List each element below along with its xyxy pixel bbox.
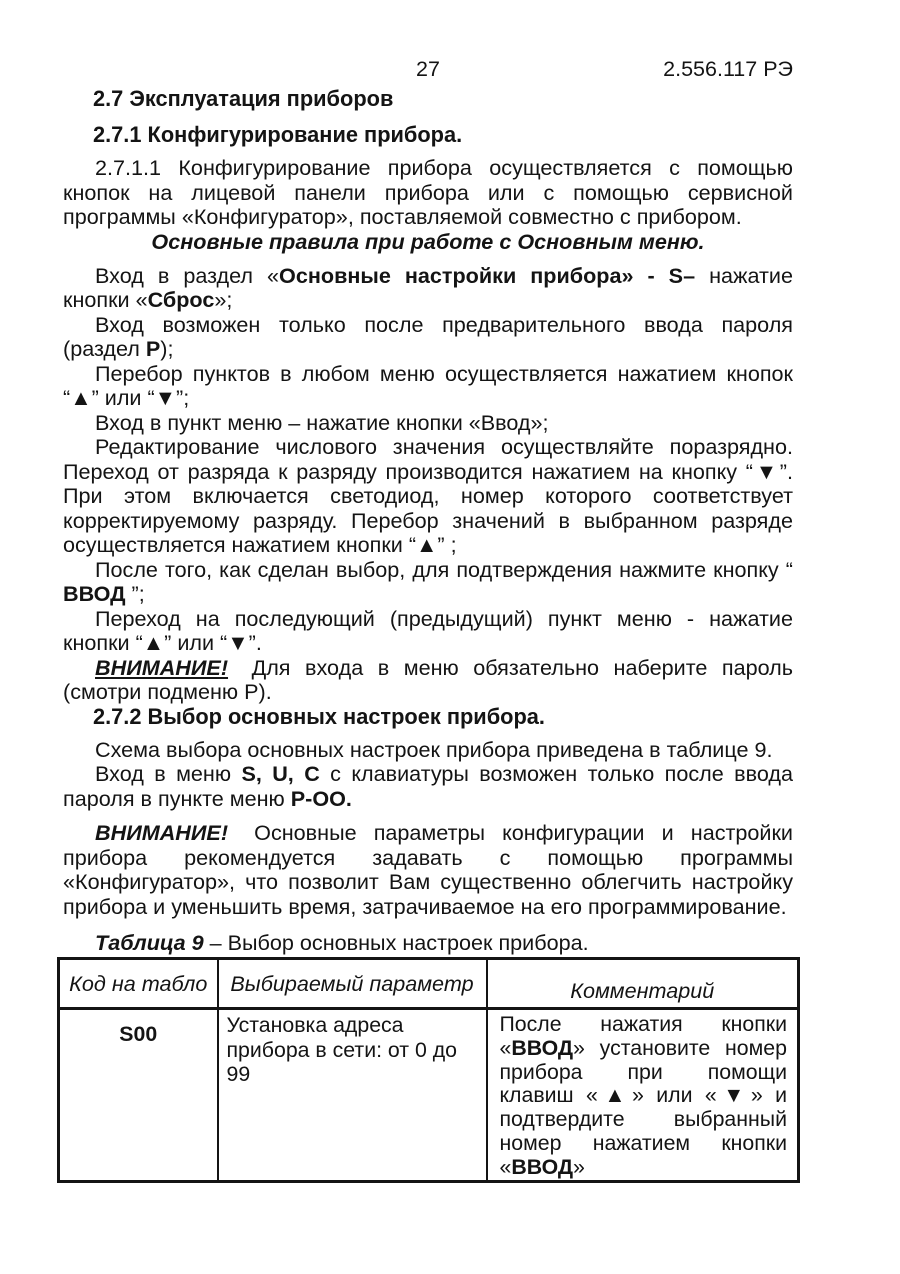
- settings-table-body: [59, 1009, 799, 1182]
- heading-2-7-2: 2.7.2 Выбор основных настроек прибора.: [93, 703, 545, 729]
- cell-param: Установка адреса прибора в сети: от 0 до 99: [218, 1009, 487, 1182]
- paragraph-scheme: Схема выбора основных настроек прибора приведена в таблице 9.: [95, 736, 773, 762]
- col-header-param: Выбираемый параметр: [218, 959, 487, 1009]
- rules-paragraph-scroll-keys: Перебор пунктов в любом меню осуществляется нажатием кнопок “▲” или “▼”;: [63, 360, 793, 410]
- col-header-comment: Комментарий: [487, 959, 799, 1009]
- rules-paragraph-password: Вход возможен только после предварительного ввода пароля (раздел Р);: [63, 311, 793, 361]
- doc-code: 2.556.117 РЭ: [663, 57, 793, 81]
- rules-paragraph-edit-digits: Редактирование числового значения осуществляйте поразрядно. Переход от разряда к разряду производится нажатием на кнопку “▼”. При этом включается светодиод, номер которого соответствует корректируемому разряду. Перебор значений в выбранном разряде осуществляется нажатием кнопки “▲” ;: [63, 434, 793, 557]
- page-number: 27: [416, 57, 440, 81]
- header-row: [59, 959, 799, 1009]
- rules-paragraph-next-item: Переход на последующий (предыдущий) пункт меню - нажатие кнопки “▲” или “▼”.: [63, 605, 793, 655]
- paragraph-2-7-1-1: 2.7.1.1 Конфигурирование прибора осуществляется с помощью кнопок на лицевой панели прибора или с помощью сервисной программы «Конфигуратор», поставляемой совместно с прибором.: [63, 155, 793, 229]
- paragraph-menu-access: Вход в меню S, U, C с клавиатуры возможен только после ввода пароля в пункте меню Р-ОО.: [63, 761, 794, 811]
- rules-paragraph-enter-item: Вход в пункт меню – нажатие кнопки «Ввод»;: [95, 409, 549, 435]
- settings-table-head: [59, 959, 799, 1009]
- col-header-code: Код на табло: [59, 959, 218, 1009]
- page-header: [63, 57, 793, 81]
- heading-2-7-1: 2.7.1 Конфигурирование прибора.: [93, 122, 463, 147]
- attention-note-1: ВНИМАНИЕ! Для входа в меню обязательно наберите пароль (смотри подменю Р).: [63, 654, 793, 704]
- cell-code: S00: [59, 1009, 218, 1182]
- cell-comment: После нажатия кнопки «ВВОД» установите номер прибора при помощи клавиш «▲» или «▼» и подтвердите выбранный номер нажатием кнопки «ВВОД»: [487, 1009, 799, 1182]
- settings-table: [57, 957, 800, 1183]
- table-caption: Таблица 9 – Выбор основных настроек прибора.: [95, 930, 589, 955]
- rules-heading: Основные правила при работе с Основным меню.: [151, 228, 705, 254]
- attention-note-2: ВНИМАНИЕ! Основные параметры конфигурации и настройки прибора рекомендуется задавать с помощью программы «Конфигуратор», что позволит Вам существенно облегчить настройку прибора и уменьшить время, затрачиваемое на его программирование.: [63, 820, 793, 919]
- table-row-s00: [59, 1009, 799, 1182]
- rules-paragraph-confirm: После того, как сделан выбор, для подтверждения нажмите кнопку “ ВВОД ”;: [63, 556, 793, 606]
- heading-2-7: 2.7 Эксплуатация приборов: [93, 86, 394, 111]
- rules-paragraph-enter-section: Вход в раздел «Основные настройки прибора» - S– нажатие кнопки «Сброс»;: [63, 262, 793, 312]
